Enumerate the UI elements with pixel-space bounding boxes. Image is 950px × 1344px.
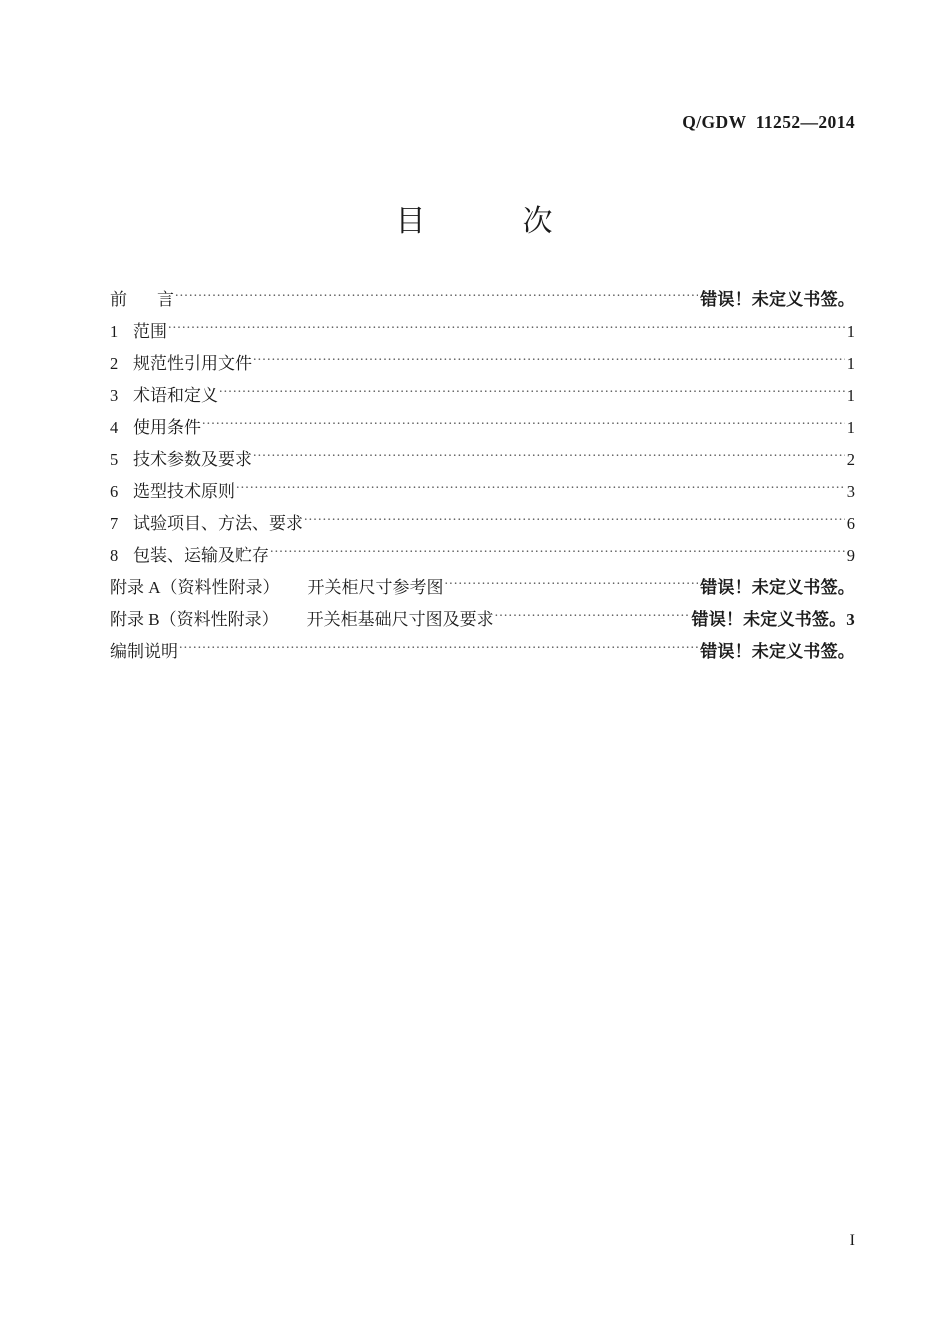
toc-leader-dots xyxy=(495,608,690,625)
toc-entry-number: 6 xyxy=(110,482,119,501)
toc-entry-label-extra: 开关柜基础尺寸图及要求 xyxy=(306,610,494,629)
toc-entry-label: 试验项目、方法、要求 xyxy=(133,514,303,533)
toc-entry[interactable] xyxy=(110,604,855,636)
toc-entry-label-extra: 开关柜尺寸参考图 xyxy=(307,578,444,597)
toc-entry-number: 1 xyxy=(110,322,119,341)
toc-leader-dots xyxy=(175,288,698,305)
toc-entry-page-number: 1 xyxy=(846,418,855,437)
toc-entry-number: 5 xyxy=(110,450,119,469)
toc-entry-page-number: 1 xyxy=(846,322,855,341)
toc-entry[interactable] xyxy=(110,636,855,668)
toc-entry-label: 编制说明 xyxy=(110,642,178,661)
toc-leader-dots xyxy=(270,544,845,561)
toc-entry-label: 使用条件 xyxy=(133,418,201,437)
toc-entry-page-number: 1 xyxy=(846,354,855,373)
toc-entry-page-number: 错误！未定义书签。3 xyxy=(691,610,855,629)
toc-leader-dots xyxy=(219,384,845,401)
toc-entry-page-number: 错误！未定义书签。 xyxy=(700,578,855,597)
toc-entry[interactable] xyxy=(110,540,855,572)
toc-entry[interactable] xyxy=(110,572,855,604)
toc-leader-dots xyxy=(202,416,845,433)
toc-entry[interactable] xyxy=(110,444,855,476)
toc-entry-label: 术语和定义 xyxy=(133,386,218,405)
toc-entry-page-number: 9 xyxy=(846,546,855,565)
toc-entry-number: 7 xyxy=(110,514,119,533)
toc-entry[interactable] xyxy=(110,476,855,508)
toc-entry-page-number: 3 xyxy=(846,482,855,501)
toc-leader-dots xyxy=(236,480,845,497)
toc-entry-label: 范围 xyxy=(133,322,167,341)
toc-entry-number: 3 xyxy=(110,386,119,405)
toc-entry-label: 附录 A（资料性附录） xyxy=(110,578,280,597)
toc-entry-page-number: 错误！未定义书签。 xyxy=(700,642,855,661)
toc-entry-page-number: 2 xyxy=(846,450,855,469)
table-of-contents xyxy=(110,284,855,668)
toc-entry-label: 附录 B（资料性附录） xyxy=(110,610,279,629)
toc-entry[interactable] xyxy=(110,508,855,540)
toc-leader-dots xyxy=(179,640,698,657)
toc-entry[interactable] xyxy=(110,348,855,380)
toc-entry-page-number: 错误！未定义书签。 xyxy=(700,290,855,309)
toc-entry-page-number: 6 xyxy=(846,514,855,533)
page-number-folio: I xyxy=(849,1232,855,1249)
toc-entry-number: 4 xyxy=(110,418,119,437)
document-header-standard-code: Q/GDW 11252—2014 xyxy=(682,112,855,132)
toc-leader-dots xyxy=(445,576,699,593)
page-title: 目 次 xyxy=(395,205,555,238)
toc-leader-dots xyxy=(168,320,845,337)
toc-entry-label: 选型技术原则 xyxy=(133,482,235,501)
toc-entry-label: 技术参数及要求 xyxy=(133,450,252,469)
toc-entry-label: 前 xyxy=(110,290,127,309)
toc-entry-number: 2 xyxy=(110,354,119,373)
toc-entry-number: 8 xyxy=(110,546,119,565)
toc-entry-label-extra: 言 xyxy=(157,290,174,309)
toc-entry[interactable] xyxy=(110,284,855,316)
toc-entry[interactable] xyxy=(110,316,855,348)
toc-entry-page-number: 1 xyxy=(846,386,855,405)
toc-leader-dots xyxy=(304,512,845,529)
toc-leader-dots xyxy=(253,352,845,369)
toc-entry-label: 规范性引用文件 xyxy=(133,354,252,373)
toc-leader-dots xyxy=(253,448,845,465)
toc-entry-label: 包装、运输及贮存 xyxy=(133,546,269,565)
toc-entry[interactable] xyxy=(110,412,855,444)
toc-entry[interactable] xyxy=(110,380,855,412)
